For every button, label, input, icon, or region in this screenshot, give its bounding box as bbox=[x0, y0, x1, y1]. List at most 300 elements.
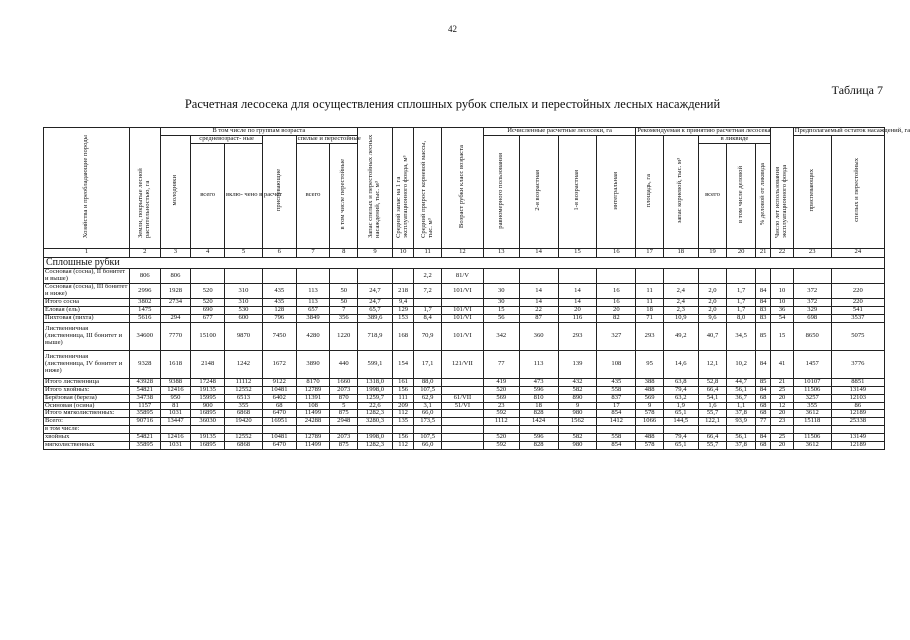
table-cell: 66,0 bbox=[414, 410, 442, 418]
table-cell: 294 bbox=[160, 314, 191, 322]
column-number: 11 bbox=[414, 248, 442, 257]
table-cell bbox=[441, 434, 483, 442]
table-cell: 582 bbox=[558, 434, 597, 442]
table-cell: 49,2 bbox=[663, 322, 698, 350]
table-cell: 153 bbox=[392, 314, 413, 322]
table-cell: 101/VI bbox=[441, 284, 483, 299]
table-cell: 154 bbox=[392, 350, 413, 378]
header-rem-mature: спелых и перестойных bbox=[831, 135, 884, 248]
table-cell: 16895 bbox=[191, 442, 225, 450]
table-cell: 355 bbox=[793, 402, 831, 410]
table-cell: 1,7 bbox=[727, 299, 756, 307]
table-cell: 1,9 bbox=[663, 402, 698, 410]
table-cell: 828 bbox=[519, 410, 558, 418]
table-cell: 68 bbox=[755, 410, 770, 418]
table-cell bbox=[698, 269, 727, 284]
table-cell bbox=[441, 378, 483, 386]
table-cell: 55,7 bbox=[698, 410, 727, 418]
table-cell: 1618 bbox=[160, 350, 191, 378]
table-cell: 310 bbox=[225, 284, 263, 299]
header-liquid: в ликвиде bbox=[698, 135, 771, 143]
table-cell: 3280,3 bbox=[358, 418, 393, 426]
table-row bbox=[44, 386, 885, 394]
table-cell: 520 bbox=[191, 284, 225, 299]
table-label: Таблица 7 bbox=[831, 83, 883, 97]
table-cell: 592 bbox=[483, 410, 519, 418]
table-cell: 329 bbox=[793, 306, 831, 314]
table-cell: 113 bbox=[296, 299, 330, 307]
table-cell: 14 bbox=[558, 299, 597, 307]
table-cell: 12416 bbox=[160, 386, 191, 394]
table-cell: 34738 bbox=[129, 394, 160, 402]
table-cell: 111 bbox=[392, 394, 413, 402]
column-number: 22 bbox=[771, 248, 794, 257]
table-cell: 77 bbox=[755, 418, 770, 426]
table-cell: 9,4 bbox=[392, 299, 413, 307]
column-number: 9 bbox=[358, 248, 393, 257]
table-cell: 2,0 bbox=[698, 299, 727, 307]
table-cell: 7770 bbox=[160, 322, 191, 350]
table-cell: 41 bbox=[771, 350, 794, 378]
table-cell: 113 bbox=[296, 284, 330, 299]
row-label: Итого мягколиственных: bbox=[44, 410, 130, 418]
table-cell: 9122 bbox=[262, 378, 296, 386]
table-cell: 8650 bbox=[793, 322, 831, 350]
table-cell: 54 bbox=[771, 314, 794, 322]
table-cell: 23 bbox=[771, 418, 794, 426]
table-cell: 1672 bbox=[262, 350, 296, 378]
table-cell: 12189 bbox=[831, 442, 884, 450]
table-cell bbox=[262, 269, 296, 284]
table-cell: 68 bbox=[755, 394, 770, 402]
table-cell: 2073 bbox=[330, 386, 358, 394]
table-cell: 980 bbox=[558, 442, 597, 450]
table-cell: 12789 bbox=[296, 434, 330, 442]
table-cell: 718,9 bbox=[358, 322, 393, 350]
table-cell: 488 bbox=[636, 434, 664, 442]
column-number: 1 bbox=[44, 248, 130, 257]
table-cell: 432 bbox=[558, 378, 597, 386]
row-label: в том числе: bbox=[44, 426, 130, 434]
row-label: Еловая (ель) bbox=[44, 306, 130, 314]
table-cell: 12189 bbox=[831, 410, 884, 418]
table-cell: 12 bbox=[771, 402, 794, 410]
table-cell: 6868 bbox=[225, 410, 263, 418]
table-cell: 13447 bbox=[160, 418, 191, 426]
table-cell: 139 bbox=[558, 350, 597, 378]
column-number: 8 bbox=[330, 248, 358, 257]
table-cell: 1457 bbox=[793, 350, 831, 378]
header-liq-total: всего bbox=[698, 143, 727, 248]
table-cell: 2,3 bbox=[663, 306, 698, 314]
table-cell: 1,7 bbox=[414, 306, 442, 314]
table-cell: 36030 bbox=[191, 418, 225, 426]
table-cell: 1998,0 bbox=[358, 386, 393, 394]
table-cell: 20 bbox=[558, 306, 597, 314]
table-cell: 21 bbox=[771, 378, 794, 386]
table-cell: 36 bbox=[771, 306, 794, 314]
table-cell: 10,9 bbox=[663, 314, 698, 322]
table-cell: 25 bbox=[771, 434, 794, 442]
table-cell: 11112 bbox=[225, 378, 263, 386]
column-number: 20 bbox=[727, 248, 756, 257]
table-cell bbox=[558, 269, 597, 284]
table-cell: 44,7 bbox=[727, 378, 756, 386]
table-cell: 10481 bbox=[262, 434, 296, 442]
table-cell: 51/VI bbox=[441, 402, 483, 410]
table-cell: 900 bbox=[191, 402, 225, 410]
table-cell: 355 bbox=[225, 402, 263, 410]
table-cell: 541 bbox=[831, 306, 884, 314]
table-cell: 3,1 bbox=[414, 402, 442, 410]
header-avg-stock: Средний запас на 1 га эксплуатационного фонда, м³ bbox=[392, 128, 413, 249]
table-cell: 3849 bbox=[296, 314, 330, 322]
table-cell: 796 bbox=[262, 314, 296, 322]
table-cell: 388 bbox=[636, 378, 664, 386]
column-number: 19 bbox=[698, 248, 727, 257]
table-cell: 690 bbox=[191, 306, 225, 314]
row-label: мягколиственных bbox=[44, 442, 130, 450]
table-cell: 592 bbox=[483, 442, 519, 450]
column-number: 15 bbox=[558, 248, 597, 257]
header-years: Число лет использования эксплуатационного фонда bbox=[771, 128, 794, 249]
column-number: 10 bbox=[392, 248, 413, 257]
table-row bbox=[44, 322, 885, 350]
table-cell: 372 bbox=[793, 299, 831, 307]
table-cell: 108 bbox=[597, 350, 636, 378]
table-cell: 6868 bbox=[225, 442, 263, 450]
table-cell: 1,6 bbox=[698, 402, 727, 410]
table-cell: 43928 bbox=[129, 378, 160, 386]
table-cell: 209 bbox=[392, 402, 413, 410]
table-cell: 22,6 bbox=[358, 402, 393, 410]
table-cell: 837 bbox=[597, 394, 636, 402]
table-cell: 435 bbox=[597, 378, 636, 386]
header-cutting-age: Возраст рубки класс возраста bbox=[441, 128, 483, 249]
table-cell: 173,5 bbox=[414, 418, 442, 426]
row-label: Берёзовая (береза) bbox=[44, 394, 130, 402]
table-cell: 530 bbox=[225, 306, 263, 314]
table-cell: 54,1 bbox=[698, 394, 727, 402]
table-cell: 11391 bbox=[296, 394, 330, 402]
header-increment: Средний прирост корневой массы, тыс. м³ bbox=[414, 128, 442, 249]
column-number: 4 bbox=[191, 248, 225, 257]
column-number: 6 bbox=[262, 248, 296, 257]
table-cell: 473 bbox=[519, 378, 558, 386]
table-cell: 4280 bbox=[296, 322, 330, 350]
table-cell: 156 bbox=[392, 386, 413, 394]
header-age-groups: В том числе по группам возраста bbox=[160, 128, 357, 136]
table-cell: 56,1 bbox=[727, 434, 756, 442]
table-row bbox=[44, 442, 885, 450]
table-cell: 81/V bbox=[441, 269, 483, 284]
table-cell bbox=[755, 269, 770, 284]
row-label: Лиственничная (лиственница, IV бонитет и ниже) bbox=[44, 350, 130, 378]
table-cell: 6470 bbox=[262, 442, 296, 450]
table-cell: 1475 bbox=[129, 306, 160, 314]
table-cell: 14,6 bbox=[663, 350, 698, 378]
table-cell: 7 bbox=[330, 306, 358, 314]
table-cell: 600 bbox=[225, 314, 263, 322]
table-cell: 35895 bbox=[129, 410, 160, 418]
header-mat-incl: в том числе перестойные bbox=[330, 143, 358, 248]
table-cell: 14 bbox=[519, 299, 558, 307]
table-cell: 440 bbox=[330, 350, 358, 378]
table-cell: 569 bbox=[636, 394, 664, 402]
table-cell: 220 bbox=[831, 284, 884, 299]
table-cell: 1242 bbox=[225, 350, 263, 378]
table-cell: 101/VI bbox=[441, 306, 483, 314]
table-cell: 25 bbox=[771, 386, 794, 394]
table-cell: 15118 bbox=[793, 418, 831, 426]
table-cell: 79,4 bbox=[663, 434, 698, 442]
table-cell: 2,0 bbox=[698, 284, 727, 299]
table-cell: 3776 bbox=[831, 350, 884, 378]
table-cell bbox=[225, 269, 263, 284]
table-cell: 16 bbox=[597, 284, 636, 299]
table-cell bbox=[771, 269, 794, 284]
table-cell: 129 bbox=[392, 306, 413, 314]
table-cell: 1,7 bbox=[727, 284, 756, 299]
table-cell: 66,0 bbox=[414, 442, 442, 450]
table-row bbox=[44, 269, 885, 284]
table-cell: 15 bbox=[483, 306, 519, 314]
table-cell: 698 bbox=[793, 314, 831, 322]
header-young: молодняки bbox=[160, 135, 191, 248]
table-row bbox=[44, 394, 885, 402]
row-label: Итого сосна bbox=[44, 299, 130, 307]
table-cell: 50 bbox=[330, 284, 358, 299]
row-label: Сосновая (сосна), III бонитет и ниже) bbox=[44, 284, 130, 299]
table-cell: 5 bbox=[330, 402, 358, 410]
table-cell: 19135 bbox=[191, 434, 225, 442]
table-cell: 10 bbox=[771, 299, 794, 307]
table-cell: 20 bbox=[597, 306, 636, 314]
table-row bbox=[44, 284, 885, 299]
header-ripening: приспевающие bbox=[262, 135, 296, 248]
table-cell: 890 bbox=[558, 394, 597, 402]
table-cell: 20 bbox=[771, 442, 794, 450]
table-cell: 19420 bbox=[225, 418, 263, 426]
table-cell: 5075 bbox=[831, 322, 884, 350]
table-cell: 875 bbox=[330, 442, 358, 450]
table-cell: 50 bbox=[330, 299, 358, 307]
column-number: 16 bbox=[597, 248, 636, 257]
table-cell: 2996 bbox=[129, 284, 160, 299]
table-cell: 11 bbox=[636, 299, 664, 307]
table-cell bbox=[296, 269, 330, 284]
table-cell: 11506 bbox=[793, 434, 831, 442]
table-cell: 65,1 bbox=[663, 442, 698, 450]
table-cell bbox=[597, 269, 636, 284]
table-cell: 950 bbox=[160, 394, 191, 402]
table-cell: 107,5 bbox=[414, 386, 442, 394]
table-cell: 16951 bbox=[262, 418, 296, 426]
table-cell bbox=[727, 269, 756, 284]
table-cell: 596 bbox=[519, 434, 558, 442]
table-cell: 13149 bbox=[831, 386, 884, 394]
table-cell: 1031 bbox=[160, 442, 191, 450]
header-uniform: равномерного пользования bbox=[483, 135, 519, 248]
table-cell: 2073 bbox=[330, 434, 358, 442]
table-cell: 121/VII bbox=[441, 350, 483, 378]
column-numbers-row bbox=[44, 248, 885, 257]
header-age2: 2-я возрастная bbox=[519, 135, 558, 248]
table-cell: 8851 bbox=[831, 378, 884, 386]
row-label: Всего: bbox=[44, 418, 130, 426]
table-cell: 82 bbox=[597, 314, 636, 322]
table-cell bbox=[441, 418, 483, 426]
table-cell: 2,4 bbox=[663, 284, 698, 299]
table-cell: 3802 bbox=[129, 299, 160, 307]
header-mat-total: всего bbox=[296, 143, 330, 248]
table-cell: 3890 bbox=[296, 350, 330, 378]
table-cell: 3537 bbox=[831, 314, 884, 322]
table-cell: 14 bbox=[558, 284, 597, 299]
table-cell: 435 bbox=[262, 284, 296, 299]
table-cell: 63,2 bbox=[663, 394, 698, 402]
table-row bbox=[44, 350, 885, 378]
column-number: 2 bbox=[129, 248, 160, 257]
table-cell: 68 bbox=[262, 402, 296, 410]
table-cell bbox=[793, 269, 831, 284]
table-cell: 61/VII bbox=[441, 394, 483, 402]
table-cell: 578 bbox=[636, 442, 664, 450]
table-cell: 372 bbox=[793, 284, 831, 299]
table-cell: 1928 bbox=[160, 284, 191, 299]
table-cell: 677 bbox=[191, 314, 225, 322]
table-cell: 10481 bbox=[262, 386, 296, 394]
header-mid-incl: вклю- чено в расчет bbox=[225, 143, 263, 248]
table-cell: 23 bbox=[483, 402, 519, 410]
table-cell bbox=[441, 386, 483, 394]
table-cell: 220 bbox=[831, 299, 884, 307]
table-cell: 128 bbox=[262, 306, 296, 314]
column-number: 18 bbox=[663, 248, 698, 257]
table-cell: 1282,3 bbox=[358, 410, 393, 418]
table-cell: 65,1 bbox=[663, 410, 698, 418]
table-cell: 9328 bbox=[129, 350, 160, 378]
table-cell: 56 bbox=[483, 314, 519, 322]
table-cell: 113 bbox=[519, 350, 558, 378]
table-cell: 360 bbox=[519, 322, 558, 350]
table-cell: 84 bbox=[755, 386, 770, 394]
table-cell: 101/VI bbox=[441, 322, 483, 350]
table-cell: 15 bbox=[771, 322, 794, 350]
table-body bbox=[44, 269, 885, 450]
table-cell: 657 bbox=[296, 306, 330, 314]
table-cell: 8,0 bbox=[727, 314, 756, 322]
table-cell: 34600 bbox=[129, 322, 160, 350]
table-cell: 2,0 bbox=[698, 306, 727, 314]
table-cell: 1220 bbox=[330, 322, 358, 350]
table-cell: 54821 bbox=[129, 434, 160, 442]
table-cell: 161 bbox=[392, 378, 413, 386]
row-label: Итого хвойных: bbox=[44, 386, 130, 394]
table-cell: 599,1 bbox=[358, 350, 393, 378]
table-cell: 20 bbox=[771, 410, 794, 418]
table-cell: 9 bbox=[558, 402, 597, 410]
table-cell bbox=[441, 442, 483, 450]
header-area-total: Земли, покрытые лесной растительностью, га bbox=[129, 128, 160, 249]
table-cell: 1424 bbox=[519, 418, 558, 426]
table-cell: 108 bbox=[296, 402, 330, 410]
table-cell: 7450 bbox=[262, 322, 296, 350]
column-number: 7 bbox=[296, 248, 330, 257]
table-cell: 101/VI bbox=[441, 314, 483, 322]
table-cell: 520 bbox=[191, 299, 225, 307]
table-cell: 16 bbox=[597, 299, 636, 307]
header-calc-cut: Исчисленные расчетные лесосеки, га bbox=[483, 128, 635, 136]
table-cell: 17 bbox=[597, 402, 636, 410]
column-number: 3 bbox=[160, 248, 191, 257]
table-cell: 520 bbox=[483, 386, 519, 394]
table-cell: 63,8 bbox=[663, 378, 698, 386]
table-cell: 10 bbox=[771, 284, 794, 299]
table-cell: 84 bbox=[755, 434, 770, 442]
table-cell: 85 bbox=[755, 378, 770, 386]
table-cell: 12103 bbox=[831, 394, 884, 402]
table-cell: 11499 bbox=[296, 410, 330, 418]
table-cell: 18 bbox=[519, 402, 558, 410]
table-cell bbox=[636, 269, 664, 284]
table-cell: 5616 bbox=[129, 314, 160, 322]
table-cell: 12552 bbox=[225, 434, 263, 442]
table-cell: 16895 bbox=[191, 410, 225, 418]
table-cell: 3612 bbox=[793, 410, 831, 418]
table-cell: 596 bbox=[519, 386, 558, 394]
table-cell bbox=[663, 269, 698, 284]
table-cell: 582 bbox=[558, 386, 597, 394]
table-cell: 168 bbox=[392, 322, 413, 350]
table-cell: 520 bbox=[483, 434, 519, 442]
table-cell: 11506 bbox=[793, 386, 831, 394]
column-number: 23 bbox=[793, 248, 831, 257]
table-cell: 558 bbox=[597, 386, 636, 394]
table-cell: 40,7 bbox=[698, 322, 727, 350]
table-cell: 37,8 bbox=[727, 410, 756, 418]
table-cell: 12789 bbox=[296, 386, 330, 394]
table-cell: 18 bbox=[636, 306, 664, 314]
table-cell: 11499 bbox=[296, 442, 330, 450]
forest-cut-table bbox=[43, 127, 910, 450]
table-cell: 71 bbox=[636, 314, 664, 322]
table-cell: 870 bbox=[330, 394, 358, 402]
table-cell: 8,4 bbox=[414, 314, 442, 322]
table-cell: 828 bbox=[519, 442, 558, 450]
table-cell: 2734 bbox=[160, 299, 191, 307]
table-cell: 20 bbox=[771, 394, 794, 402]
table-cell: 84 bbox=[755, 350, 770, 378]
table-cell: 1412 bbox=[597, 418, 636, 426]
table-cell bbox=[330, 269, 358, 284]
table-cell: 854 bbox=[597, 442, 636, 450]
table-cell: 68 bbox=[755, 402, 770, 410]
table-cell: 293 bbox=[636, 322, 664, 350]
table-cell: 7,2 bbox=[414, 284, 442, 299]
table-cell: 88,0 bbox=[414, 378, 442, 386]
table-cell: 116 bbox=[558, 314, 597, 322]
column-number: 5 bbox=[225, 248, 263, 257]
row-label: Пихтовая (пихта) bbox=[44, 314, 130, 322]
table-cell bbox=[358, 269, 393, 284]
table-cell: 1,1 bbox=[727, 402, 756, 410]
table-cell: 66,4 bbox=[698, 434, 727, 442]
table-cell: 22 bbox=[519, 306, 558, 314]
column-number: 24 bbox=[831, 248, 884, 257]
table-cell: 806 bbox=[160, 269, 191, 284]
table-cell: 85 bbox=[755, 322, 770, 350]
